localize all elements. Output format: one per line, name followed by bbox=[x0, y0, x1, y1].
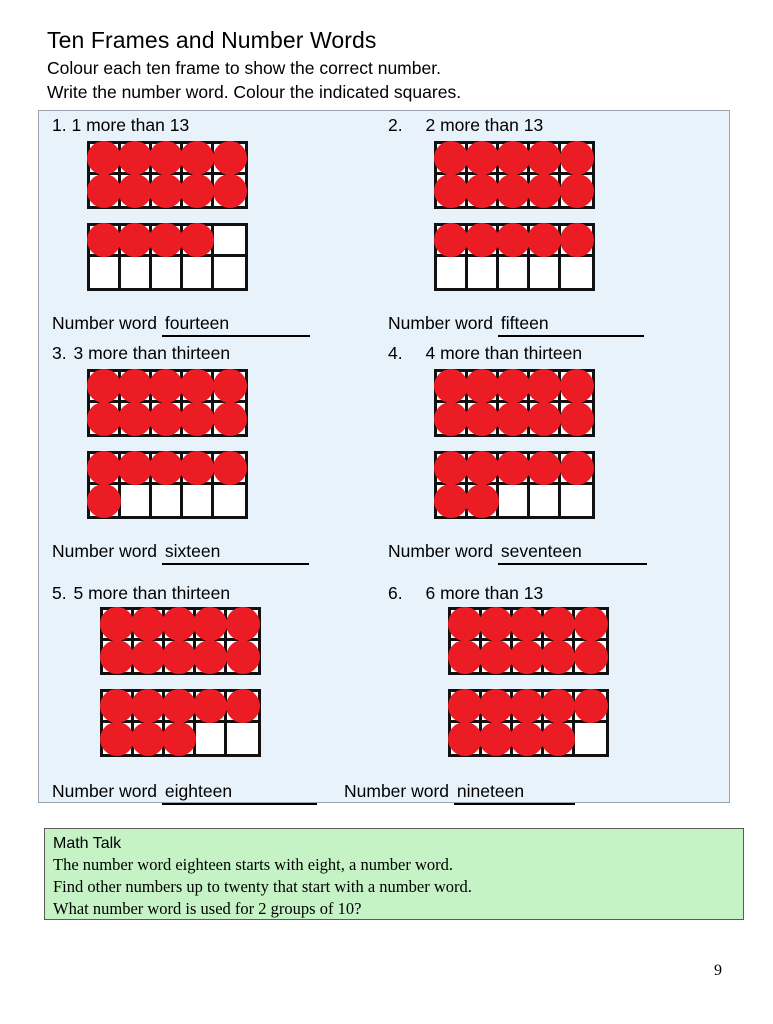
tenframe-cell-filled[interactable] bbox=[121, 144, 152, 175]
math-talk-line-2: Find other numbers up to twenty that start with a number word. bbox=[53, 877, 472, 896]
tenframe-cell-filled[interactable] bbox=[437, 403, 468, 434]
problem-6-tenframe-top-row-1 bbox=[451, 610, 606, 641]
problem-5-answer-label: Number word bbox=[52, 781, 158, 801]
problem-4-tenframe-top-row-2 bbox=[437, 403, 592, 434]
tenframe-cell-filled[interactable] bbox=[575, 641, 606, 672]
tenframe-cell-filled[interactable] bbox=[165, 641, 196, 672]
tenframe-cell-filled[interactable] bbox=[482, 610, 513, 641]
problem-1-tenframe-top-row-2 bbox=[90, 175, 245, 206]
tenframe-cell-filled[interactable] bbox=[468, 403, 499, 434]
tenframe-cell-filled[interactable] bbox=[544, 610, 575, 641]
instruction-line-1: Colour each ten frame to show the correct number. bbox=[47, 58, 441, 78]
tenframe-cell-empty[interactable] bbox=[530, 485, 561, 516]
tenframe-cell-empty[interactable] bbox=[152, 485, 183, 516]
tenframe-cell-filled[interactable] bbox=[468, 226, 499, 257]
tenframe-cell-filled[interactable] bbox=[544, 723, 575, 754]
problem-2-tenframe-top-row-2 bbox=[437, 175, 592, 206]
problem-6-number: 6. bbox=[388, 583, 403, 603]
tenframe-cell-filled[interactable] bbox=[513, 692, 544, 723]
tenframe-cell-filled[interactable] bbox=[90, 175, 121, 206]
tenframe-cell-filled[interactable] bbox=[499, 175, 530, 206]
problem-4-tenframe-top[interactable] bbox=[434, 369, 595, 437]
problem-1-text: 1 more than 13 bbox=[71, 115, 190, 135]
tenframe-cell-filled[interactable] bbox=[103, 641, 134, 672]
problem-4-frames bbox=[434, 369, 595, 519]
tenframe-cell-filled[interactable] bbox=[499, 403, 530, 434]
tenframe-cell-filled[interactable] bbox=[451, 692, 482, 723]
tenframe-cell-filled[interactable] bbox=[134, 641, 165, 672]
tenframe-cell-filled[interactable] bbox=[90, 454, 121, 485]
tenframe-cell-filled[interactable] bbox=[121, 226, 152, 257]
tenframe-cell-filled[interactable] bbox=[183, 403, 214, 434]
problem-4-number: 4. bbox=[388, 343, 403, 363]
tenframe-cell-filled[interactable] bbox=[544, 692, 575, 723]
tenframe-cell-empty[interactable] bbox=[437, 257, 468, 288]
tenframe-cell-filled[interactable] bbox=[530, 226, 561, 257]
tenframe-cell-filled[interactable] bbox=[451, 610, 482, 641]
problem-5-answer bbox=[52, 781, 317, 805]
problem-5-answer-blank[interactable] bbox=[235, 781, 317, 805]
tenframe-cell-filled[interactable] bbox=[575, 610, 606, 641]
tenframe-cell-empty[interactable] bbox=[530, 257, 561, 288]
math-talk-line-1: The number word eighteen starts with eight, a number word. bbox=[53, 855, 454, 874]
problem-2-answer-blank[interactable] bbox=[552, 313, 644, 337]
problem-2-tenframe-top[interactable] bbox=[434, 141, 595, 209]
problem-2-text: 2 more than 13 bbox=[425, 115, 544, 135]
tenframe-cell-filled[interactable] bbox=[196, 610, 227, 641]
problem-3-tenframe-bottom[interactable] bbox=[87, 451, 248, 519]
problem-1-tenframe-top[interactable] bbox=[87, 141, 248, 209]
tenframe-cell-filled[interactable] bbox=[134, 692, 165, 723]
tenframe-cell-filled[interactable] bbox=[530, 403, 561, 434]
tenframe-cell-filled[interactable] bbox=[214, 175, 245, 206]
problem-3-answer bbox=[52, 541, 309, 565]
page-title: Ten Frames and Number Words bbox=[47, 27, 377, 53]
tenframe-cell-filled[interactable] bbox=[561, 372, 592, 403]
tenframe-cell-filled[interactable] bbox=[90, 485, 121, 516]
tenframe-cell-filled[interactable] bbox=[121, 454, 152, 485]
problem-4-tenframe-bottom-row-2 bbox=[437, 485, 592, 516]
tenframe-cell-empty[interactable] bbox=[214, 226, 245, 257]
problem-2-prompt bbox=[388, 115, 543, 136]
tenframe-cell-filled[interactable] bbox=[183, 226, 214, 257]
problem-6-tenframe-top[interactable] bbox=[448, 607, 609, 675]
tenframe-cell-filled[interactable] bbox=[152, 454, 183, 485]
problem-5-tenframe-top-row-1 bbox=[103, 610, 258, 641]
tenframe-cell-filled[interactable] bbox=[468, 175, 499, 206]
tenframe-cell-filled[interactable] bbox=[90, 144, 121, 175]
tenframe-cell-filled[interactable] bbox=[482, 692, 513, 723]
tenframe-cell-filled[interactable] bbox=[165, 723, 196, 754]
tenframe-cell-empty[interactable] bbox=[561, 485, 592, 516]
problem-6-tenframe-top-row-2 bbox=[451, 641, 606, 672]
tenframe-cell-filled[interactable] bbox=[90, 403, 121, 434]
tenframe-cell-filled[interactable] bbox=[437, 226, 468, 257]
tenframe-cell-filled[interactable] bbox=[482, 723, 513, 754]
tenframe-cell-filled[interactable] bbox=[437, 454, 468, 485]
problem-2-tenframe-bottom[interactable] bbox=[434, 223, 595, 291]
math-talk-heading: Math Talk bbox=[53, 835, 122, 852]
tenframe-cell-empty[interactable] bbox=[152, 257, 183, 288]
problem-3-tenframe-bottom-row-1 bbox=[90, 454, 245, 485]
tenframe-cell-empty[interactable] bbox=[214, 485, 245, 516]
problem-3-prompt bbox=[52, 343, 230, 364]
problems-panel bbox=[38, 110, 730, 803]
problem-3-tenframe-top-row-2 bbox=[90, 403, 245, 434]
tenframe-cell-empty[interactable] bbox=[183, 485, 214, 516]
problem-1-prompt bbox=[52, 115, 189, 136]
problem-3-tenframe-top[interactable] bbox=[87, 369, 248, 437]
problem-6-answer-label: Number word bbox=[344, 781, 450, 801]
tenframe-cell-empty[interactable] bbox=[183, 257, 214, 288]
tenframe-cell-filled[interactable] bbox=[165, 610, 196, 641]
tenframe-cell-filled[interactable] bbox=[103, 692, 134, 723]
problem-1-answer bbox=[52, 313, 310, 337]
problem-6-tenframe-bottom-row-1 bbox=[451, 692, 606, 723]
tenframe-cell-filled[interactable] bbox=[183, 454, 214, 485]
problem-4-answer-word[interactable]: seventeen bbox=[498, 541, 585, 565]
tenframe-cell-filled[interactable] bbox=[227, 641, 258, 672]
problem-4-tenframe-top-row-1 bbox=[437, 372, 592, 403]
tenframe-cell-empty[interactable] bbox=[499, 485, 530, 516]
tenframe-cell-filled[interactable] bbox=[513, 641, 544, 672]
tenframe-cell-filled[interactable] bbox=[530, 144, 561, 175]
problem-5-tenframe-top-row-2 bbox=[103, 641, 258, 672]
problem-1-number: 1. bbox=[52, 115, 67, 135]
problem-5-text: 5 more than thirteen bbox=[73, 583, 231, 603]
tenframe-cell-filled[interactable] bbox=[437, 175, 468, 206]
tenframe-cell-filled[interactable] bbox=[196, 641, 227, 672]
tenframe-cell-filled[interactable] bbox=[437, 372, 468, 403]
problem-6-answer-word[interactable]: nineteen bbox=[454, 781, 527, 805]
tenframe-cell-empty[interactable] bbox=[468, 257, 499, 288]
problem-4-answer bbox=[388, 541, 647, 565]
problem-2-number: 2. bbox=[388, 115, 403, 135]
problem-2-answer bbox=[388, 313, 644, 337]
tenframe-cell-filled[interactable] bbox=[530, 372, 561, 403]
tenframe-cell-filled[interactable] bbox=[152, 403, 183, 434]
problem-1-tenframe-bottom-row-1 bbox=[90, 226, 245, 257]
problem-3-number: 3. bbox=[52, 343, 67, 363]
tenframe-cell-filled[interactable] bbox=[165, 692, 196, 723]
tenframe-cell-filled[interactable] bbox=[103, 723, 134, 754]
tenframe-cell-filled[interactable] bbox=[561, 175, 592, 206]
tenframe-cell-empty[interactable] bbox=[214, 257, 245, 288]
problem-4-prompt bbox=[388, 343, 582, 364]
problem-1-answer-blank[interactable] bbox=[232, 313, 310, 337]
problem-5-prompt bbox=[52, 583, 230, 604]
tenframe-cell-filled[interactable] bbox=[561, 403, 592, 434]
problem-6-prompt bbox=[388, 583, 543, 604]
tenframe-cell-empty[interactable] bbox=[121, 257, 152, 288]
problem-2-answer-word[interactable]: fifteen bbox=[498, 313, 552, 337]
tenframe-cell-filled[interactable] bbox=[499, 144, 530, 175]
tenframe-cell-filled[interactable] bbox=[103, 610, 134, 641]
problem-1-tenframe-bottom[interactable] bbox=[87, 223, 248, 291]
problem-1-tenframe-bottom-row-2 bbox=[90, 257, 245, 288]
problem-3-answer-word[interactable]: sixteen bbox=[162, 541, 223, 565]
tenframe-cell-filled[interactable] bbox=[561, 226, 592, 257]
tenframe-cell-empty[interactable] bbox=[499, 257, 530, 288]
problem-4-tenframe-bottom-row-1 bbox=[437, 454, 592, 485]
problem-4-answer-label: Number word bbox=[388, 541, 494, 561]
problem-1-answer-word[interactable]: fourteen bbox=[162, 313, 232, 337]
problem-3-tenframe-bottom-row-2 bbox=[90, 485, 245, 516]
tenframe-cell-empty[interactable] bbox=[227, 723, 258, 754]
problem-5-tenframe-top[interactable] bbox=[100, 607, 261, 675]
problem-1-tenframe-top-row-1 bbox=[90, 144, 245, 175]
problem-3-frames bbox=[87, 369, 248, 519]
problem-2-frames bbox=[434, 141, 595, 291]
problem-4-text: 4 more than thirteen bbox=[425, 343, 583, 363]
tenframe-cell-filled[interactable] bbox=[468, 454, 499, 485]
tenframe-cell-filled[interactable] bbox=[214, 403, 245, 434]
tenframe-cell-filled[interactable] bbox=[468, 372, 499, 403]
tenframe-cell-filled[interactable] bbox=[561, 144, 592, 175]
tenframe-cell-filled[interactable] bbox=[121, 175, 152, 206]
tenframe-cell-filled[interactable] bbox=[499, 372, 530, 403]
problem-2-tenframe-top-row-1 bbox=[437, 144, 592, 175]
tenframe-cell-filled[interactable] bbox=[468, 485, 499, 516]
problem-2-tenframe-bottom-row-1 bbox=[437, 226, 592, 257]
tenframe-cell-filled[interactable] bbox=[437, 485, 468, 516]
tenframe-cell-filled[interactable] bbox=[530, 175, 561, 206]
problem-5-number: 5. bbox=[52, 583, 67, 603]
tenframe-cell-filled[interactable] bbox=[227, 692, 258, 723]
problem-1-frames bbox=[87, 141, 248, 291]
tenframe-cell-filled[interactable] bbox=[152, 175, 183, 206]
math-talk-line-3: What number word is used for 2 groups of 10? bbox=[53, 899, 362, 918]
tenframe-cell-filled[interactable] bbox=[90, 226, 121, 257]
tenframe-cell-filled[interactable] bbox=[530, 454, 561, 485]
problem-6-text: 6 more than 13 bbox=[425, 583, 544, 603]
tenframe-cell-filled[interactable] bbox=[468, 144, 499, 175]
tenframe-cell-filled[interactable] bbox=[152, 226, 183, 257]
problem-6-frames bbox=[448, 607, 609, 757]
problem-6-tenframe-bottom[interactable] bbox=[448, 689, 609, 757]
problem-5-tenframe-bottom-row-1 bbox=[103, 692, 258, 723]
tenframe-cell-filled[interactable] bbox=[575, 692, 606, 723]
tenframe-cell-filled[interactable] bbox=[451, 723, 482, 754]
problem-6-tenframe-bottom-row-2 bbox=[451, 723, 606, 754]
problem-5-tenframe-bottom-row-2 bbox=[103, 723, 258, 754]
tenframe-cell-filled[interactable] bbox=[183, 175, 214, 206]
tenframe-cell-empty[interactable] bbox=[90, 257, 121, 288]
tenframe-cell-filled[interactable] bbox=[152, 372, 183, 403]
tenframe-cell-filled[interactable] bbox=[437, 144, 468, 175]
tenframe-cell-filled[interactable] bbox=[134, 610, 165, 641]
page-number: 9 bbox=[714, 962, 722, 979]
tenframe-cell-filled[interactable] bbox=[451, 641, 482, 672]
problem-5-frames bbox=[100, 607, 261, 757]
tenframe-cell-empty[interactable] bbox=[561, 257, 592, 288]
tenframe-cell-filled[interactable] bbox=[183, 144, 214, 175]
tenframe-cell-filled[interactable] bbox=[152, 144, 183, 175]
problem-2-tenframe-bottom-row-2 bbox=[437, 257, 592, 288]
instruction-line-2: Write the number word. Colour the indicated squares. bbox=[47, 82, 462, 102]
tenframe-cell-filled[interactable] bbox=[183, 372, 214, 403]
tenframe-cell-filled[interactable] bbox=[499, 226, 530, 257]
problem-6-answer bbox=[344, 781, 575, 805]
tenframe-cell-empty[interactable] bbox=[121, 485, 152, 516]
tenframe-cell-filled[interactable] bbox=[482, 641, 513, 672]
tenframe-cell-filled[interactable] bbox=[214, 144, 245, 175]
problem-4-tenframe-bottom[interactable] bbox=[434, 451, 595, 519]
tenframe-cell-filled[interactable] bbox=[90, 372, 121, 403]
tenframe-cell-filled[interactable] bbox=[121, 372, 152, 403]
tenframe-cell-filled[interactable] bbox=[544, 641, 575, 672]
problem-3-tenframe-top-row-1 bbox=[90, 372, 245, 403]
problem-2-answer-label: Number word bbox=[388, 313, 494, 333]
tenframe-cell-filled[interactable] bbox=[121, 403, 152, 434]
tenframe-cell-filled[interactable] bbox=[513, 723, 544, 754]
tenframe-cell-filled[interactable] bbox=[134, 723, 165, 754]
problem-3-text: 3 more than thirteen bbox=[73, 343, 231, 363]
problem-3-answer-blank[interactable] bbox=[223, 541, 309, 565]
problem-6-answer-blank[interactable] bbox=[527, 781, 575, 805]
tenframe-cell-filled[interactable] bbox=[214, 454, 245, 485]
tenframe-cell-empty[interactable] bbox=[575, 723, 606, 754]
problem-3-answer-label: Number word bbox=[52, 541, 158, 561]
problem-1-answer-label: Number word bbox=[52, 313, 158, 333]
tenframe-cell-empty[interactable] bbox=[196, 723, 227, 754]
tenframe-cell-filled[interactable] bbox=[499, 454, 530, 485]
tenframe-cell-filled[interactable] bbox=[214, 372, 245, 403]
tenframe-cell-filled[interactable] bbox=[227, 610, 258, 641]
problem-5-tenframe-bottom[interactable] bbox=[100, 689, 261, 757]
tenframe-cell-filled[interactable] bbox=[196, 692, 227, 723]
math-talk-box bbox=[44, 828, 744, 920]
problem-5-answer-word[interactable]: eighteen bbox=[162, 781, 235, 805]
tenframe-cell-filled[interactable] bbox=[513, 610, 544, 641]
problem-4-answer-blank[interactable] bbox=[585, 541, 647, 565]
tenframe-cell-filled[interactable] bbox=[561, 454, 592, 485]
